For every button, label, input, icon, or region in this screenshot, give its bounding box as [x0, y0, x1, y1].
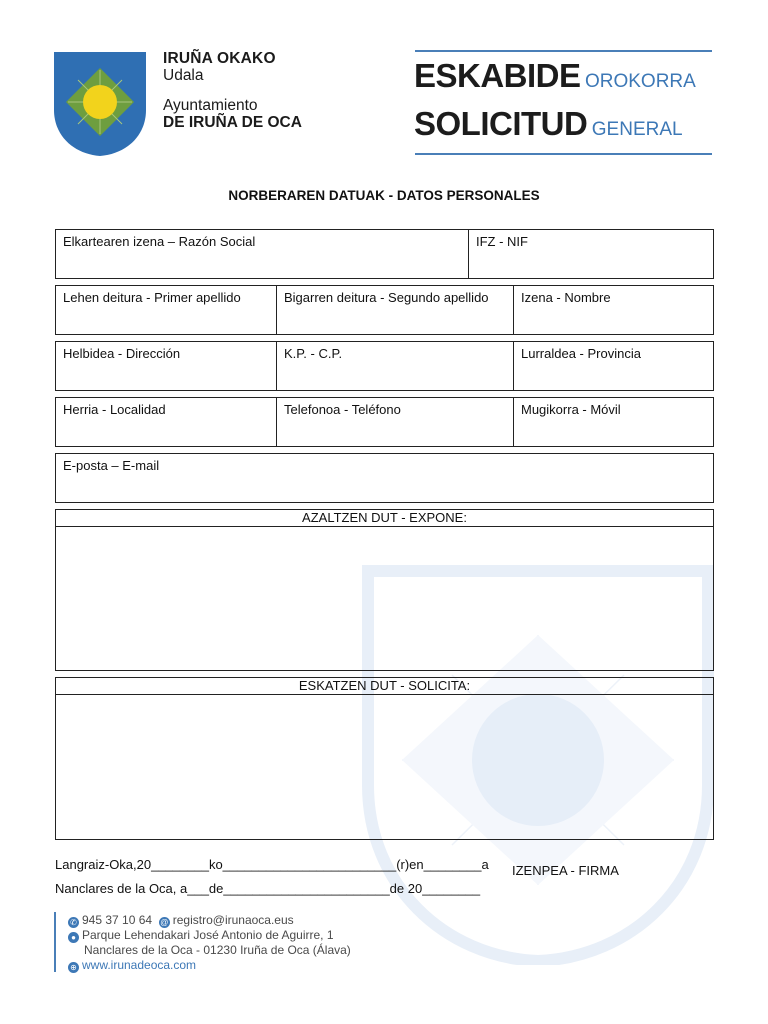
primer-apellido-label: Lehen deitura - Primer apellido — [63, 290, 241, 305]
title-main-spanish: SOLICITUD — [414, 105, 588, 142]
telefono-field[interactable] — [276, 398, 513, 446]
footer-address-2: Nanclares de la Oca - 01230 Iruña de Oca (Álava) — [84, 943, 351, 957]
org-name-basque: IRUÑA OKAKO — [163, 50, 276, 67]
footer-accent-bar — [54, 912, 56, 972]
cp-field[interactable] — [276, 342, 513, 390]
row-contact — [55, 397, 714, 447]
solicita-header: ESKATZEN DUT - SOLICITA: — [56, 678, 713, 695]
title-bottom-rule — [415, 153, 712, 155]
localidad-label: Herria - Localidad — [63, 402, 166, 417]
section-title: NORBERAREN DATUAK - DATOS PERSONALES — [228, 188, 540, 203]
email-field[interactable] — [55, 453, 714, 503]
signature-label: IZENPEA - FIRMA — [512, 863, 619, 878]
org-type-spanish: Ayuntamiento — [163, 97, 258, 114]
date-line-basque[interactable]: Langraiz-Oka,20________ko________________________(r)en________a — [55, 857, 489, 872]
nombre-label: Izena - Nombre — [521, 290, 611, 305]
movil-label: Mugikorra - Móvil — [521, 402, 621, 417]
primer-apellido-field[interactable] — [56, 286, 276, 334]
phone-icon: ✆ — [68, 917, 79, 928]
title-line-1 — [414, 57, 696, 95]
expone-header: AZALTZEN DUT - EXPONE: — [56, 510, 713, 527]
footer-phone[interactable]: 945 37 10 64 — [82, 913, 153, 927]
nif-field[interactable] — [468, 230, 713, 278]
title-top-rule — [415, 50, 712, 52]
title-main-basque: ESKABIDE — [414, 57, 581, 94]
row-address — [55, 341, 714, 391]
row-names — [55, 285, 714, 335]
provincia-label: Lurraldea - Provincia — [521, 346, 641, 361]
expone-box[interactable] — [55, 509, 714, 671]
mail-icon: @ — [160, 918, 169, 927]
movil-field[interactable] — [513, 398, 713, 446]
nif-label: IFZ - NIF — [476, 234, 528, 249]
footer-email[interactable]: registro@irunaoca.eus — [172, 913, 294, 927]
solicita-box[interactable] — [55, 677, 714, 840]
row-razon-nif — [55, 229, 714, 279]
razon-social-field[interactable] — [56, 230, 468, 278]
footer-web-link[interactable]: www.irunadeoca.com — [82, 958, 197, 972]
footer-address-line-1 — [68, 928, 334, 943]
footer-contact-line — [68, 913, 294, 928]
email-label: E-posta – E-mail — [63, 458, 160, 473]
web-icon: ⊕ — [68, 962, 79, 973]
telefono-label: Telefonoa - Teléfono — [284, 402, 401, 417]
nombre-field[interactable] — [513, 286, 713, 334]
cp-label: K.P. - C.P. — [284, 346, 343, 361]
footer-web-line — [68, 958, 196, 973]
title-sub-spanish: GENERAL — [591, 119, 683, 140]
date-line-spanish[interactable]: Nanclares de la Oca, a___de_______________________de 20________ — [55, 881, 481, 896]
title-line-2 — [414, 105, 683, 143]
location-icon: ● — [68, 932, 79, 943]
footer-address-1: Parque Lehendakari José Antonio de Aguirre, 1 — [82, 928, 334, 942]
org-name-spanish: DE IRUÑA DE OCA — [163, 114, 302, 131]
segundo-apellido-field[interactable] — [276, 286, 513, 334]
municipal-crest-logo — [54, 52, 146, 156]
razon-social-label: Elkartearen izena – Razón Social — [63, 234, 256, 249]
direccion-label: Helbidea - Dirección — [63, 346, 181, 361]
direccion-field[interactable] — [56, 342, 276, 390]
provincia-field[interactable] — [513, 342, 713, 390]
org-type-basque: Udala — [163, 67, 204, 84]
segundo-apellido-label: Bigarren deitura - Segundo apellido — [284, 290, 489, 305]
localidad-field[interactable] — [56, 398, 276, 446]
title-sub-basque: OROKORRA — [584, 71, 696, 92]
